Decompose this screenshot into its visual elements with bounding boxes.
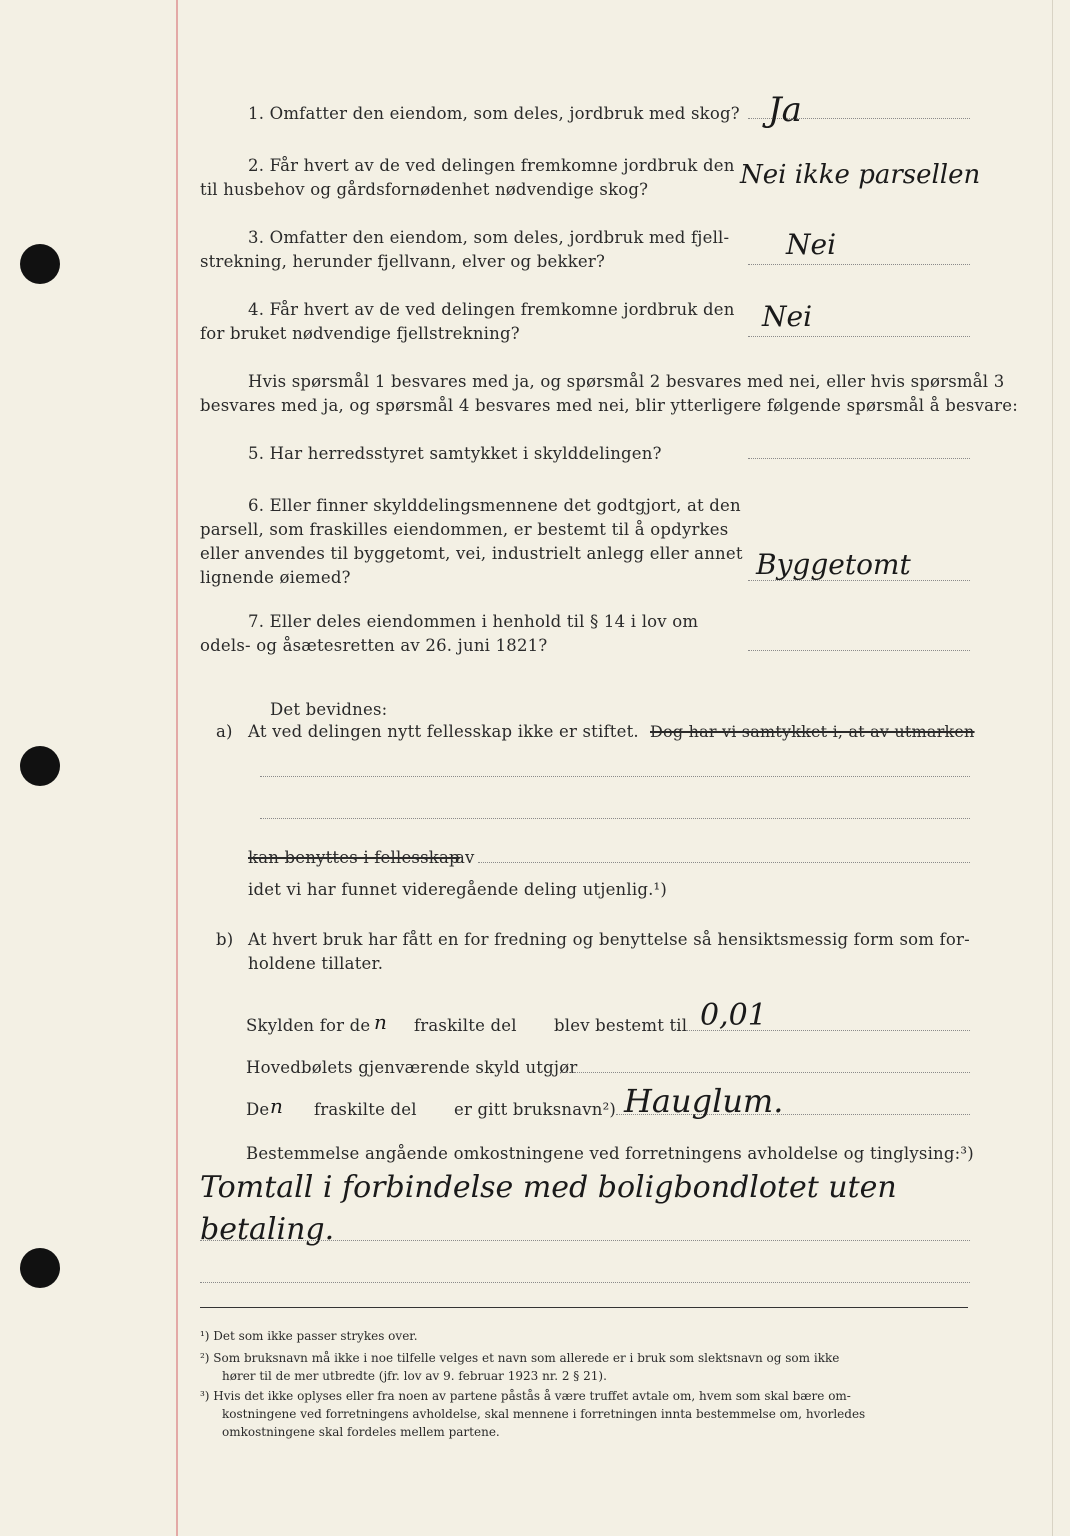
answer-line — [566, 1072, 970, 1073]
skyld-label: Skylden for de — [246, 1016, 371, 1035]
item-b-label: b) — [216, 930, 234, 949]
margin-line — [176, 0, 178, 1536]
skyld-value: 0,01 — [700, 998, 767, 1033]
item-a-text: av — [455, 848, 475, 867]
question-6-text: lignende øiemed? — [200, 568, 351, 587]
item-a-label: a) — [216, 722, 233, 741]
question-7-text: odels- og åsætesretten av 26. juni 1821? — [200, 636, 548, 655]
question-2-answer: Nei ikke parsellen — [740, 160, 981, 190]
bruksnavn-label: er gitt bruksnavn²) — [454, 1100, 617, 1119]
item-a-text: idet vi har funnet videregående deling utjenlig.¹) — [248, 880, 667, 899]
condition-text: besvares med ja, og spørsmål 4 besvares med nei, blir ytterligere følgende spørsmål å besvare: — [200, 396, 1018, 415]
blank-line — [200, 1282, 970, 1283]
footnote-3: kostningene ved forretningens avholdelse, skal mennene i forretningen innta bestemmelse om, hvorledes — [222, 1407, 866, 1421]
question-3-text: 3. Omfatter den eiendom, som deles, jordbruk med fjell- — [248, 228, 730, 247]
costs-handwritten-text: betaling. — [200, 1212, 335, 1247]
item-a-struck-text: Dog har vi samtykket i, at av utmarken — [650, 722, 975, 741]
page-edge — [1052, 0, 1053, 1536]
blank-line — [260, 818, 970, 819]
blank-line — [478, 862, 970, 863]
question-6-text: eller anvendes til byggetomt, vei, industrielt anlegg eller annet — [200, 544, 743, 563]
footnote-separator — [200, 1307, 968, 1308]
item-b-text: holdene tillater. — [248, 954, 384, 973]
costs-label: Bestemmelse angående omkostningene ved forretningens avholdelse og tinglysing:³) — [246, 1144, 974, 1163]
answer-line — [748, 336, 970, 337]
bruksnavn-value: Hauglum. — [624, 1082, 784, 1120]
question-4-answer: Nei — [762, 300, 813, 333]
item-b-text: At hvert bruk har fått en for fredning og benyttelse så hensiktsmessig form som for- — [248, 930, 970, 949]
footnote-3: omkostningene skal fordeles mellem partene. — [222, 1425, 500, 1439]
punch-hole — [20, 244, 60, 284]
question-2-text: 2. Får hvert av de ved delingen fremkomne jordbruk den — [248, 156, 735, 175]
question-2-text: til husbehov og gårdsfornødenhet nødvendige skog? — [200, 180, 649, 199]
footnote-2: ²) Som bruksnavn må ikke i noe tilfelle velges et navn som allerede er i bruk som slektsnavn og som ikke — [200, 1351, 840, 1365]
certification-heading: Det bevidnes: — [270, 700, 388, 719]
bruksnavn-label: De — [246, 1100, 270, 1119]
question-3-text: strekning, herunder fjellvann, elver og bekker? — [200, 252, 605, 271]
question-6-answer: Byggetomt — [756, 548, 911, 581]
punch-hole — [20, 746, 60, 786]
skyld-label: blev bestemt til — [554, 1016, 688, 1035]
remaining-skyld-label: Hovedbølets gjenværende skyld utgjør — [246, 1058, 578, 1077]
bruksnavn-handwritten-n: n — [270, 1094, 283, 1118]
item-a-struck-text: kan benyttes i fellesskap — [248, 848, 460, 867]
question-1-text: 1. Omfatter den eiendom, som deles, jordbruk med skog? — [248, 104, 740, 123]
bruksnavn-label: fraskilte del — [314, 1100, 417, 1119]
blank-line — [200, 1240, 970, 1241]
answer-line — [748, 264, 970, 265]
costs-handwritten-text: Tomtall i forbindelse med boligbondlotet uten — [200, 1170, 897, 1205]
question-5-text: 5. Har herredsstyret samtykket i skylddelingen? — [248, 444, 662, 463]
skyld-label: fraskilte del — [414, 1016, 517, 1035]
condition-text: Hvis spørsmål 1 besvares med ja, og spørsmål 2 besvares med nei, eller hvis spørsmål 3 — [248, 372, 1005, 391]
footnote-1: ¹) Det som ikke passer strykes over. — [200, 1329, 418, 1343]
answer-line — [748, 650, 970, 651]
footnote-2: hører til de mer utbredte (jfr. lov av 9. februar 1923 nr. 2 § 21). — [222, 1369, 607, 1383]
question-3-answer: Nei — [786, 228, 837, 261]
question-6-text: parsell, som fraskilles eiendommen, er bestemt til å opdyrkes — [200, 520, 729, 539]
blank-line — [260, 776, 970, 777]
question-4-text: 4. Får hvert av de ved delingen fremkomne jordbruk den — [248, 300, 735, 319]
question-6-text: 6. Eller finner skylddelingsmennene det godtgjort, at den — [248, 496, 741, 515]
item-a-text: At ved delingen nytt fellesskap ikke er stiftet. — [248, 722, 639, 741]
question-7-text: 7. Eller deles eiendommen i henhold til § 14 i lov om — [248, 612, 699, 631]
question-1-answer: Ja — [768, 90, 802, 130]
footnote-3: ³) Hvis det ikke oplyses eller fra noen av partene påstås å være truffet avtale om, hvem som skal bære om- — [200, 1389, 851, 1403]
answer-line — [748, 458, 970, 459]
skyld-handwritten-n: n — [374, 1010, 387, 1034]
question-4-text: for bruket nødvendige fjellstrekning? — [200, 324, 520, 343]
punch-hole — [20, 1248, 60, 1288]
